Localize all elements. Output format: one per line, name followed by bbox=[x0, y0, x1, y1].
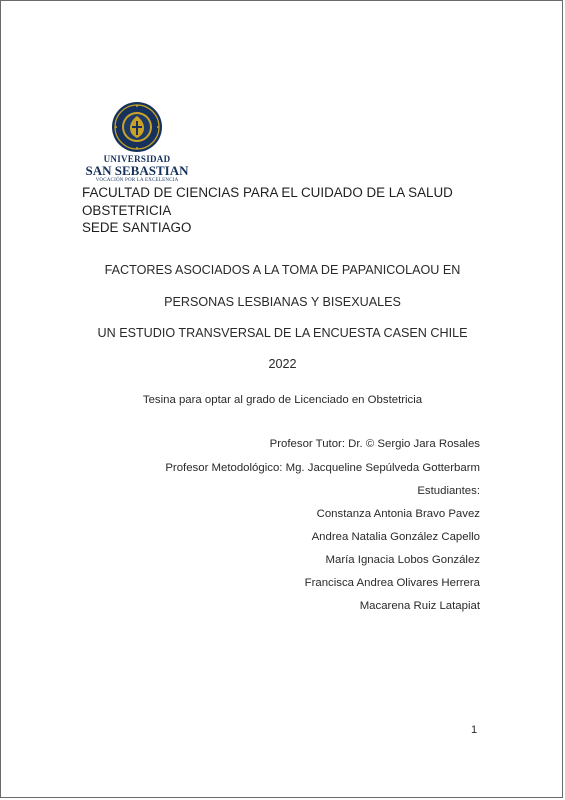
student-name: Francisca Andrea Olivares Herrera bbox=[304, 577, 480, 589]
university-seal-icon bbox=[111, 101, 163, 153]
thesis-subtitle: Tesina para optar al grado de Licenciado en Obstetricia bbox=[142, 394, 423, 406]
logo-line-name: SAN SEBASTIAN bbox=[85, 163, 189, 178]
student-name: Constanza Antonia Bravo Pavez bbox=[316, 508, 480, 520]
student-name: Andrea Natalia González Capello bbox=[311, 531, 480, 543]
student-name: María Ignacia Lobos González bbox=[325, 554, 480, 566]
program-name: OBSTETRICIA bbox=[82, 202, 172, 218]
title-year: 2022 bbox=[268, 357, 297, 371]
logo-line-motto: VOCACIÓN POR LA EXCELENCIA bbox=[95, 178, 179, 183]
title-line-3: UN ESTUDIO TRANSVERSAL DE LA ENCUESTA CASEN CHILE bbox=[97, 326, 468, 340]
title-line-1: FACTORES ASOCIADOS A LA TOMA DE PAPANICOLAOU EN bbox=[104, 263, 461, 277]
logo-line-universidad: UNIVERSIDAD bbox=[103, 154, 171, 164]
advisor-methodological: Profesor Metodológico: Mg. Jacqueline Sepúlveda Gotterbarm bbox=[165, 462, 480, 474]
page-number: 1 bbox=[471, 724, 478, 736]
campus-name: SEDE SANTIAGO bbox=[82, 220, 192, 235]
university-logo bbox=[81, 101, 193, 184]
student-name: Macarena Ruiz Latapiat bbox=[359, 600, 480, 612]
faculty-header bbox=[82, 184, 453, 237]
faculty-name: FACULTAD DE CIENCIAS PARA EL CUIDADO DE LA SALUD bbox=[82, 185, 453, 200]
advisor-tutor: Profesor Tutor: Dr. © Sergio Jara Rosales bbox=[269, 438, 480, 450]
students-label: Estudiantes: bbox=[417, 485, 480, 497]
title-line-2: PERSONAS LESBIANAS Y BISEXUALES bbox=[164, 295, 401, 309]
